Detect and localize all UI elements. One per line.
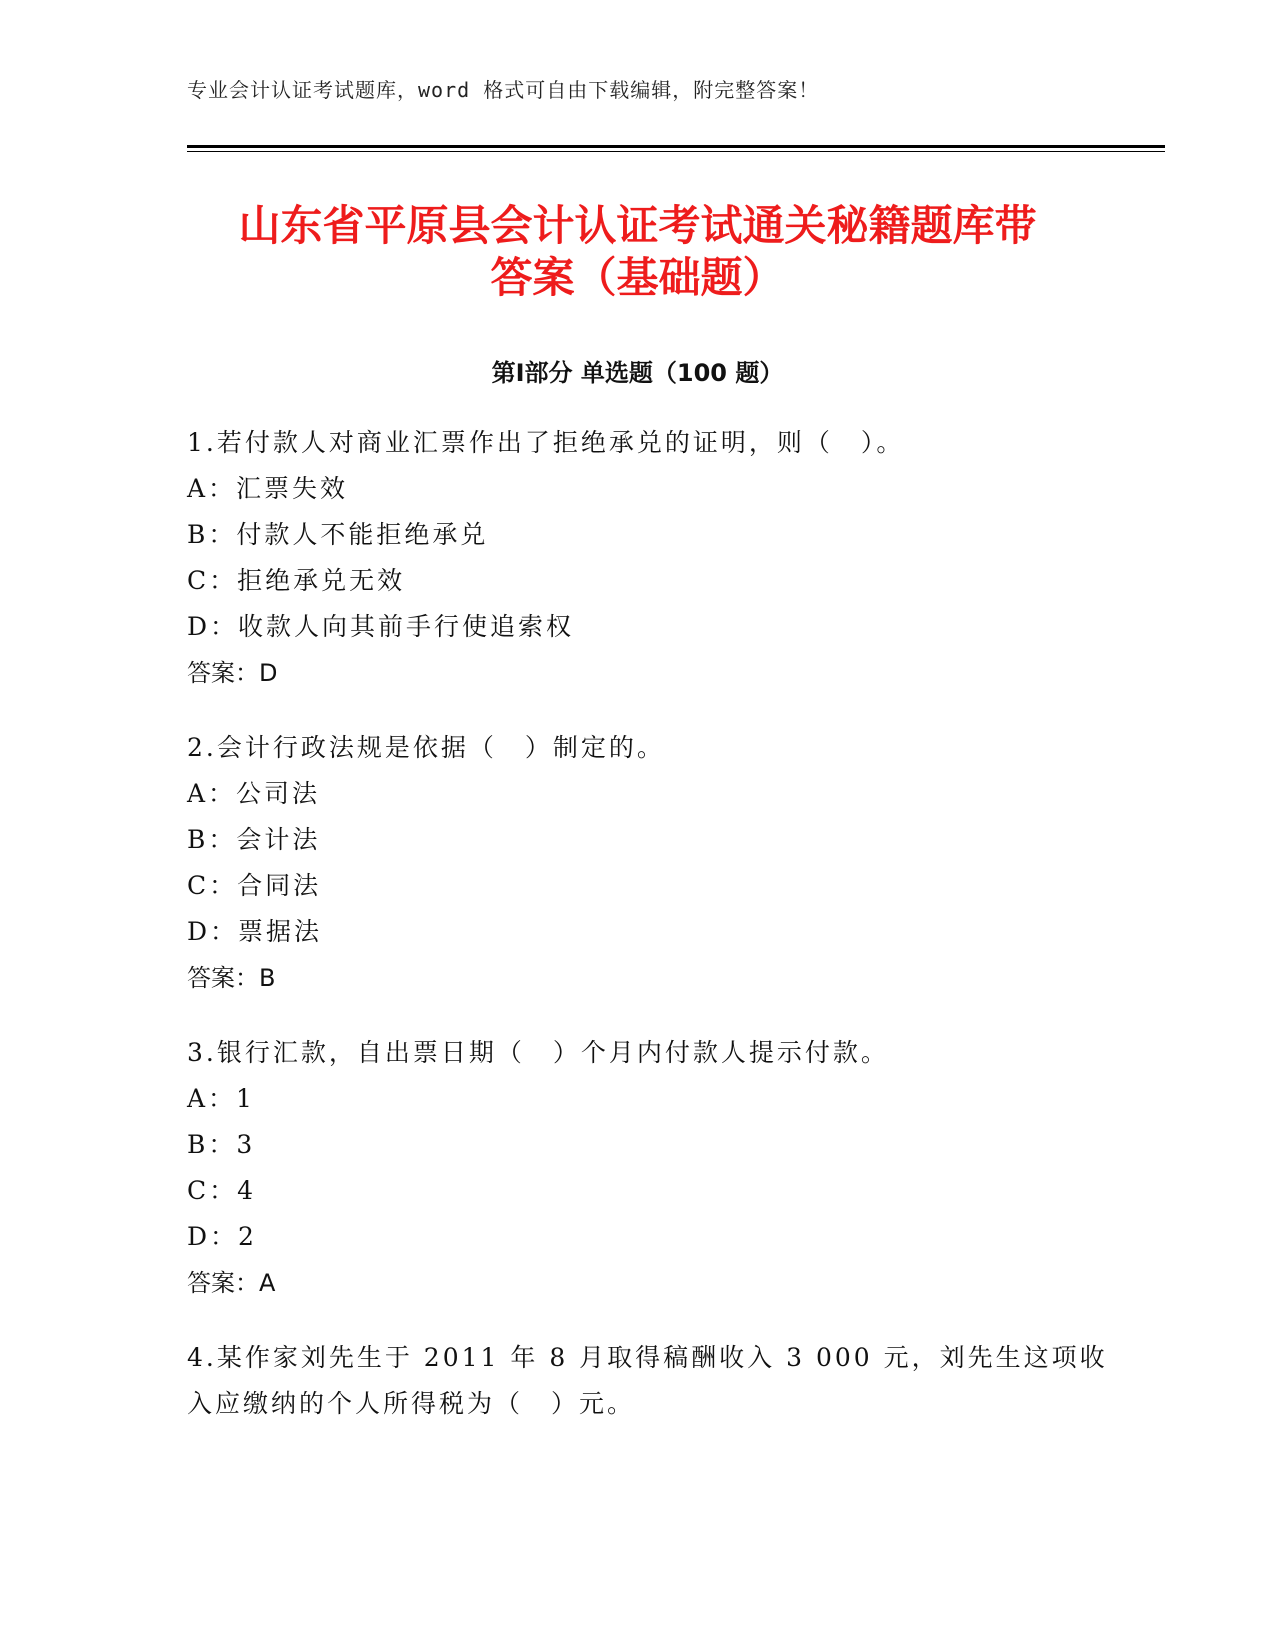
header-rule-thin <box>187 151 1165 152</box>
question-stem: 3.银行汇款，自出票日期（ ）个月内付款人提示付款。 <box>187 1038 889 1067</box>
title-line-2: 答案（基础题） <box>490 253 785 302</box>
question-stem-line-1: 4.某作家刘先生于 2011 年 8 月取得稿酬收入 3 000 元，刘先生这项收 <box>187 1343 1108 1372</box>
header-rule-thick <box>187 145 1165 148</box>
answer: 答案：D <box>187 659 278 687</box>
option-d: D：2 <box>187 1222 257 1251</box>
option-d: D：票据法 <box>187 917 323 946</box>
option-c: C：4 <box>187 1176 257 1205</box>
section-title: 第Ⅰ部分 单选题（100 题） <box>491 359 784 387</box>
answer: 答案：B <box>187 964 276 992</box>
title-line-1: 山东省平原县会计认证考试通关秘籍题库带 <box>238 201 1037 250</box>
option-a: A：公司法 <box>187 779 321 808</box>
option-c: C：合同法 <box>187 871 322 900</box>
question-stem: 1.若付款人对商业汇票作出了拒绝承兑的证明，则（ ）。 <box>187 428 905 457</box>
question-1 <box>187 420 1087 696</box>
option-a: A：汇票失效 <box>187 474 349 503</box>
option-c: C：拒绝承兑无效 <box>187 566 406 595</box>
question-stem-line-2: 入应缴纳的个人所得税为（ ）元。 <box>187 1389 636 1418</box>
answer: 答案：A <box>187 1269 276 1297</box>
question-4 <box>187 1335 1108 1427</box>
question-2 <box>187 725 1087 1001</box>
option-b: B：付款人不能拒绝承兑 <box>187 520 489 549</box>
option-a: A：1 <box>187 1084 255 1113</box>
document-title <box>150 200 1125 304</box>
option-b: B：3 <box>187 1130 256 1159</box>
option-b: B：会计法 <box>187 825 321 854</box>
question-3 <box>187 1030 1087 1306</box>
question-stem: 2.会计行政法规是依据（ ）制定的。 <box>187 733 665 762</box>
option-d: D：收款人向其前手行使追索权 <box>187 612 575 641</box>
header-note: 专业会计认证考试题库，word 格式可自由下载编辑，附完整答案！ <box>187 78 820 102</box>
